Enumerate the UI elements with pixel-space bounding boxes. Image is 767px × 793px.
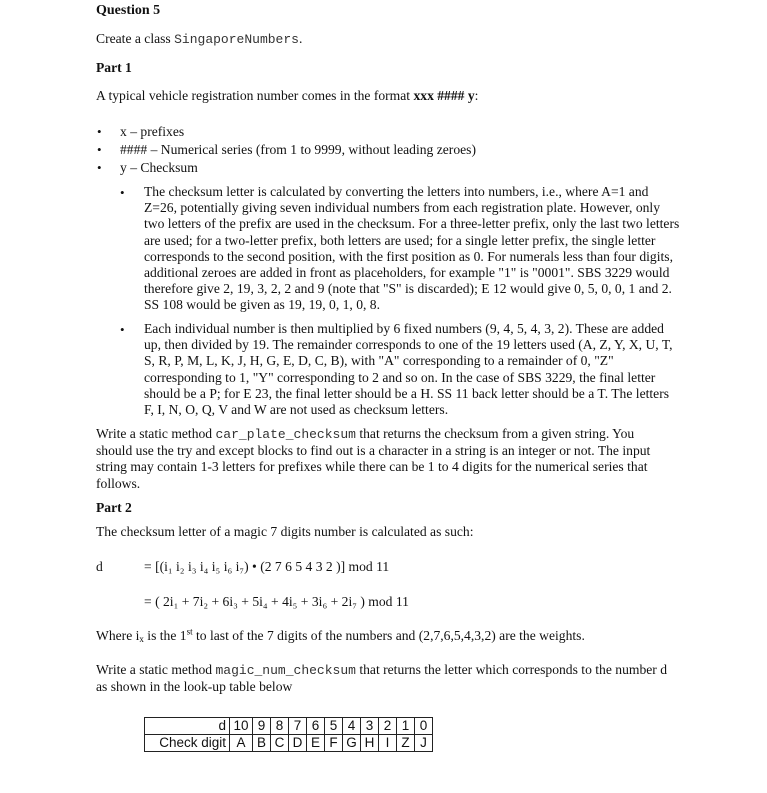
bullet-dot: • xyxy=(97,160,102,175)
where-line xyxy=(96,628,585,644)
multiplier-explanation xyxy=(144,321,704,418)
paragraph-line: Z=26, potentially giving seven individual numbers from each registration plate. However, only xyxy=(144,200,661,216)
variable-d: d xyxy=(96,559,103,574)
paragraph-line: are used; for a two-letter prefix, both letters are used; for a single letter prefix, the single letter xyxy=(144,232,656,248)
formula-expanded: = ( 2i₁ + 7i₂ + 6i₃ + 5i₄ + 4i₅ + 3i₆ + 2i₇ ) mod 11 xyxy=(144,594,409,609)
table-cell: C xyxy=(271,735,289,752)
intro-prefix: Create a class xyxy=(96,31,175,46)
method-name-code: magic_num_checksum xyxy=(215,663,356,678)
table-cell: 6 xyxy=(307,718,325,735)
bullet-numerical-series: #### – Numerical series (from 1 to 9999, without leading zeroes) xyxy=(120,142,476,157)
bullet-prefixes: x – prefixes xyxy=(120,124,185,139)
method-name-code: car_plate_checksum xyxy=(215,427,356,442)
sub-bullet-dot: • xyxy=(120,322,125,337)
paragraph-line: S, R, P, M, L, K, J, H, G, E, D, C, B), with "A" corresponding to a remainder of 0, "Z" xyxy=(144,353,614,369)
table-cell: 3 xyxy=(361,718,379,735)
table-header-check-digit: Check digit xyxy=(145,735,230,752)
table-cell: F xyxy=(325,735,343,752)
table-cell: 0 xyxy=(415,718,433,735)
table-row-check-digit xyxy=(145,735,433,752)
format-line xyxy=(96,88,478,104)
paragraph-line: should be a P; for E 23, the final letter should be a H. SS 11 back letter should be a T. The letters xyxy=(144,385,670,401)
table-cell: G xyxy=(343,735,361,752)
where-a: Where i xyxy=(96,628,140,643)
table-cell: 10 xyxy=(230,718,253,735)
task-prefix: Write a static method xyxy=(96,426,216,441)
format-code: xxx #### y xyxy=(413,88,475,103)
format-text: A typical vehicle registration number comes in the format xyxy=(96,88,414,103)
table-cell: 7 xyxy=(289,718,307,735)
table-cell: 1 xyxy=(397,718,415,735)
table-cell: B xyxy=(253,735,271,752)
table-cell: 4 xyxy=(343,718,361,735)
where-b: is the 1 xyxy=(143,628,187,643)
bullet-checksum: y – Checksum xyxy=(120,160,198,175)
table-cell: 2 xyxy=(379,718,397,735)
table-cell: A xyxy=(230,735,253,752)
paragraph-line: Each individual number is then multiplied by 6 fixed numbers (9, 4, 5, 4, 3, 2). These are added xyxy=(144,321,664,336)
paragraph-line: two letters of the prefix are used in the checksum. For a three-letter prefix, only the last two letters xyxy=(144,216,680,232)
paragraph-line: additional zeroes are added in front as placeholders, for example "1" is "0001". SBS 3229 would xyxy=(144,265,670,281)
bullet-dot: • xyxy=(97,124,102,139)
task-rest: that returns the checksum from a given string. You xyxy=(355,426,635,441)
part2-title: Part 2 xyxy=(96,500,132,515)
sub-bullet-dot: • xyxy=(120,185,125,200)
paragraph-line: therefore give 2, 19, 3, 2, 2 and 9 (note that "S" is discarded); E 12 would give 0, 5, 0, 0, 1 and 2. xyxy=(144,281,672,297)
intro-suffix: . xyxy=(298,31,303,46)
table-cell: Z xyxy=(397,735,415,752)
table-cell: I xyxy=(379,735,397,752)
task-rest: that returns the letter which corresponds to the number d xyxy=(355,662,667,677)
intro-line xyxy=(96,31,302,47)
table-cell: 8 xyxy=(271,718,289,735)
class-name-code: SingaporeNumbers xyxy=(174,32,299,47)
lookup-table xyxy=(144,717,433,752)
table-cell: H xyxy=(361,735,379,752)
paragraph-line: string may contain 1-3 letters for prefixes while there can be 1 to 4 digits for the numerical series that xyxy=(96,459,648,475)
paragraph-line: up, then divided by 19. The remainder corresponds to one of the 19 letters used (A, Z, Y, X, U, T, xyxy=(144,337,673,353)
paragraph-line: F, I, N, O, Q, V and W are not used as checksum letters. xyxy=(144,402,449,418)
part1-task xyxy=(96,426,716,492)
table-header-d: d xyxy=(145,718,230,735)
formula-dot-product: = [(i₁ i₂ i₃ i₄ i₅ i₆ i₇) • (2 7 6 5 4 3 2 )] mod 11 xyxy=(144,559,390,574)
part1-title: Part 1 xyxy=(96,60,132,75)
task-prefix: Write a static method xyxy=(96,662,216,677)
paragraph-line: corresponding to 1, "Y" corresponding to 2 and so on. In the case of SBS 3229, the final letter xyxy=(144,369,656,385)
where-c: to last of the 7 digits of the numbers and (2,7,6,5,4,3,2) are the weights. xyxy=(192,628,585,643)
where-sub: x xyxy=(139,634,144,644)
format-end: : xyxy=(474,88,479,103)
table-cell: 5 xyxy=(325,718,343,735)
table-cell: 9 xyxy=(253,718,271,735)
paragraph-line: follows. xyxy=(96,475,141,491)
checksum-explanation xyxy=(144,184,704,314)
paragraph-line: SS 108 would be given as 19, 19, 0, 1, 0, 8. xyxy=(144,297,380,313)
paragraph-line: as shown in the look-up table below xyxy=(96,679,293,695)
table-cell: E xyxy=(307,735,325,752)
task-first-line xyxy=(96,426,716,443)
question-heading: Question 5 xyxy=(96,3,161,18)
table-cell: J xyxy=(415,735,433,752)
table-row-d xyxy=(145,718,433,735)
part2-intro: The checksum letter of a magic 7 digits number is calculated as such: xyxy=(96,524,474,539)
where-sup: st xyxy=(186,626,193,637)
paragraph-line: corresponds to the second position, with the first position as 0. For numerals less than four digits, xyxy=(144,248,673,264)
paragraph-line: The checksum letter is calculated by converting the letters into numbers, i.e., where A=1 and xyxy=(144,184,649,199)
table-cell: D xyxy=(289,735,307,752)
part2-task xyxy=(96,662,716,695)
bullet-dot: • xyxy=(97,142,102,157)
task-first-line xyxy=(96,662,716,679)
paragraph-line: should use the try and except blocks to find out is a character in a string is an integer or not. The input xyxy=(96,443,651,459)
